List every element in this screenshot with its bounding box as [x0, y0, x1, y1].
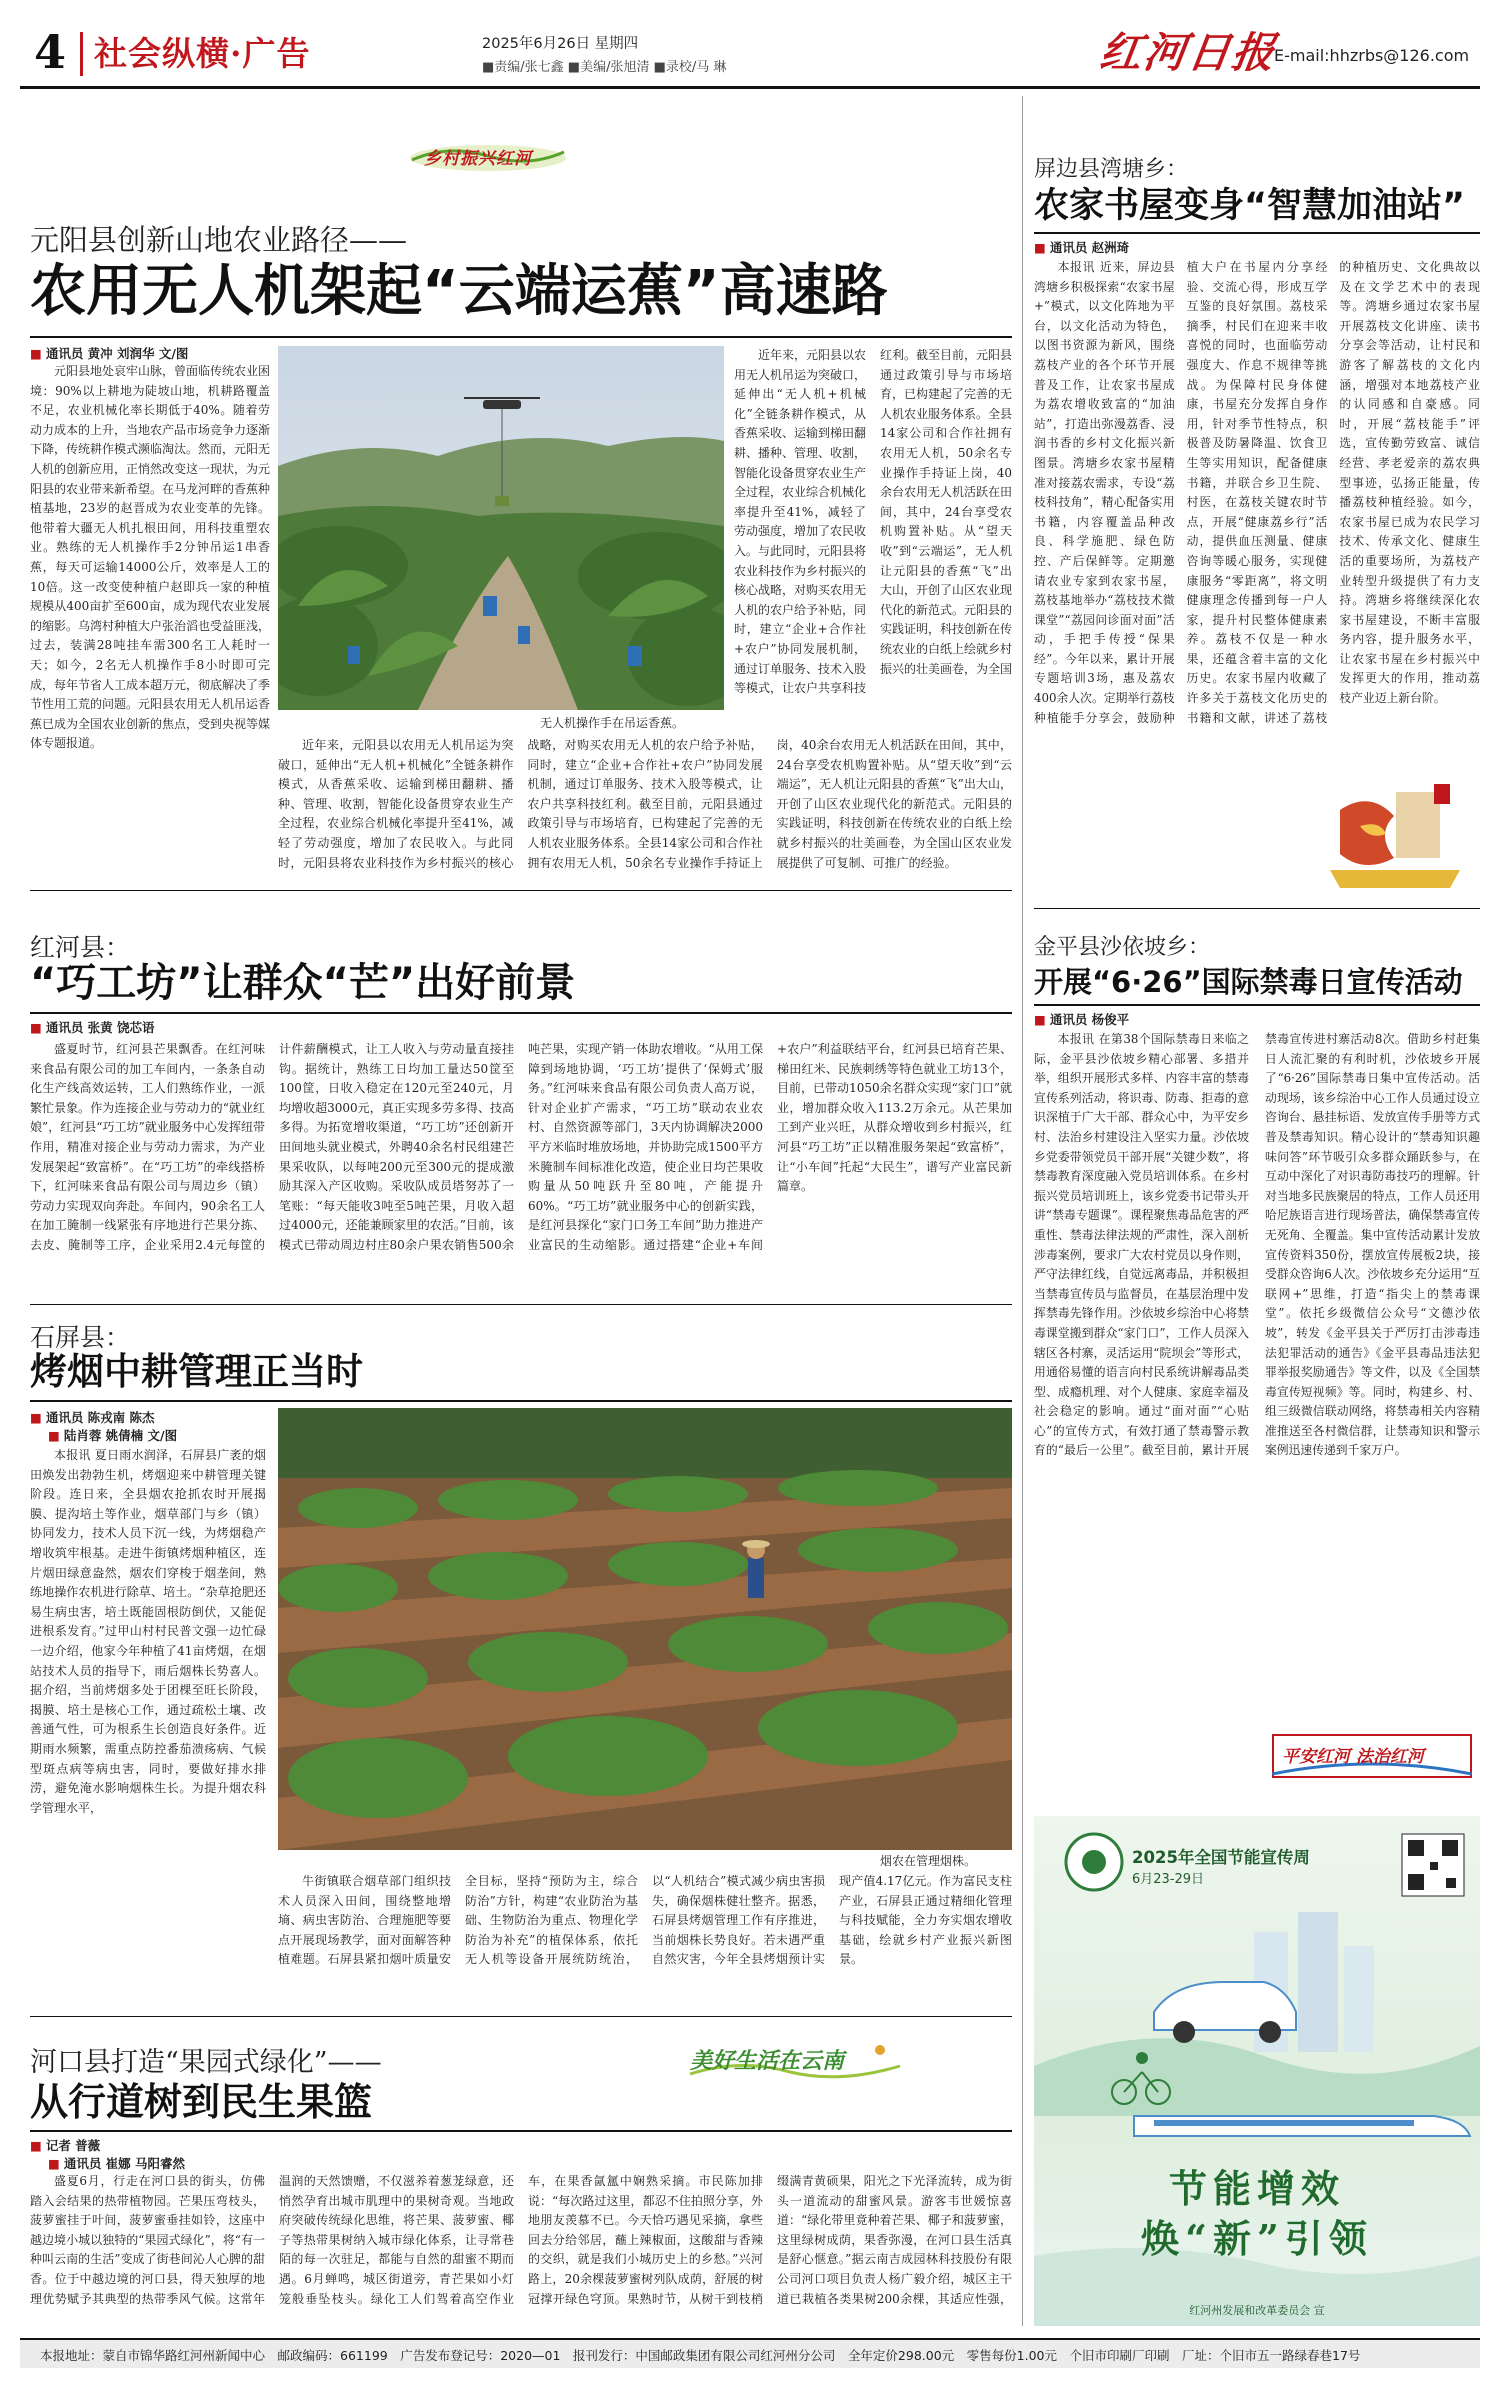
article5-bottom-rule [30, 2016, 1012, 2017]
masthead-logo: 红河日报 [1096, 28, 1280, 77]
article1-photo-caption: 无人机操作手在吊运香蕉。 [540, 716, 685, 730]
article5-headline: 烤烟中耕管理正当时 [30, 1350, 363, 1393]
article6-byline2: ■ 通讯员 崔娜 马阳睿然 [48, 2154, 185, 2172]
footer-bar [20, 2338, 1480, 2368]
ev-car-shape [1154, 1982, 1296, 2043]
article5-photo-caption: 烟农在管理烟株。 [880, 1854, 977, 1868]
article1-col2-text: 近年来，元阳县以农用无人机吊运为突破口，延伸出“无人机+机械化”全链条耕作模式，从香蕉采收、运输到梯田翻耕、播种、管理、收割，智能化设备贯穿农业生产全过程，农业综合机械化率提升至41%，减轻了劳动强度，增加了农民收入。与此同时，元阳县将农业科技作为乡村振兴的核心战略，对购买农用无人机的农户给予补贴，同时，建立“企业+合作社+农户”协同发展机制，通过订单服务、技术入股等模式，让农户共享科技红利。截至目前，元阳县通过政策引导与市场培育，已构建起了完善的无人机农业服务体系。全县14家公司和合作社拥有农用无人机，50余名专业操作手持证上岗，40余台农用无人机活跃在田间，其中，24台享受农机购置补贴。从“望天收”到“云端运”，无人机让元阳县的香蕉“飞”出大山，开创了山区农业现代化的新范式。元阳县的实践证明，科技创新在传统农业的白纸上绘就乡村振兴的壮美画卷，为全国 [734, 348, 1012, 696]
article5-byline2: ■ 陆肖蓉 姚倩楠 文/图 [48, 1426, 177, 1444]
article4-byline: ■ 通讯员 杨俊平 [1034, 1010, 1129, 1028]
article1-byline: ■ 通讯员 黄冲 刘润华 文/图 [30, 344, 188, 362]
article6-rule [30, 2130, 1012, 2132]
footer-text: 本报地址：蒙自市锦华路红河州新闻中心 邮政编码：661199 广告发布登记号：2020—01 报刊发行：中国邮政集团有限公司红河州分公司 全年定价298.00元 零售每份1.00元 个旧市印刷厂印刷 厂址：个旧市五一路绿春巷17号 [40, 2348, 1361, 2363]
article5-col-left [30, 1446, 266, 1894]
article6-byline1: ■ 记者 普薇 [30, 2136, 100, 2154]
editor-credits: ■责编/张七鑫 ■美编/张旭清 ■录校/马 琳 [482, 60, 727, 75]
article3-bottom-rule [30, 1304, 1012, 1305]
article5-rule [30, 1400, 1012, 1402]
ad-sponsor: 红河州发展和改革委员会 宣 [1189, 2304, 1325, 2317]
article5-byline1: ■ 通讯员 陈戎南 陈杰 [30, 1408, 155, 1426]
article4-body [1034, 1030, 1480, 1732]
article3-kicker: 红河县： [30, 933, 131, 962]
section-divider [80, 32, 83, 76]
article4-headline: 开展“6·26”国际禁毒日宣传活动 [1034, 965, 1463, 999]
article1-kicker: 元阳县创新山地农业路径—— [30, 223, 408, 257]
article2-byline: ■ 通讯员 赵洲琦 [1034, 238, 1129, 256]
article1-col1-text: 元阳县地处哀牢山脉，曾面临传统农业困境：90%以上耕地为陡坡山地，机耕路覆盖不足，农业机械化率长期低于40%。随着劳动力成本的上升，当地农产品市场竞争力逐渐下降，传统耕作模式濒临淘汰。然而，元阳无人机的创新应用，正悄然改变这一现状，为元阳县的农业带来新希望。在马龙河畔的香蕉种植基地，23岁的赵晋成为农业变革的先锋。他带着大疆无人机扎根田间，用科技重塑农业。熟练的无人机操作手2分钟吊运1串香蕉，每天可运输14000公斤，效率是人工的10倍。这一改变使种植户赵即兵一家的种植规模从400亩扩至600亩，成为现代农业发展的缩影。乌湾村种植大户张治滔也受益匪浅，过去，装满28吨挂车需300名工人耗时一天；如今，2名无人机操作手8小时即可完成，每年节省人工成本超万元，彻底解决了季节性用工荒的问题。元阳县农用无人机吊运香蕉已成为全国农业创新的焦点，受到央视等媒体专题报道。 [30, 364, 270, 751]
article5-col-bottom [278, 1872, 1012, 2006]
article4-text: 本报讯 在第38个国际禁毒日来临之际，金平县沙依坡乡精心部署、多措并举，组织开展形式多样、内容丰富的禁毒宣传系列活动，将识毒、防毒、拒毒的意识深植于广大干部、群众心中，为平安乡村、法治乡村建设注入坚实力量。沙依坡乡党委带领党员干部开展“关键少数”，将禁毒教育深度融入党员培训体系。在乡村振兴党员培训班上，该乡党委书记带头开讲“禁毒专题课”。课程聚焦毒品危害的严重性、禁毒法律法规的严肃性，深入剖析涉毒案例，要求广大农村党员以身作则，严守法律红线，自觉远离毒品，并积极担当禁毒宣传员与监督员，在基层治理中发挥禁毒先锋作用。沙依坡乡综治中心将禁毒课堂搬到群众“家门口”，工作人员深入辖区各村寨，灵活运用“院坝会”等形式，用通俗易懂的语言向村民系统讲解毒品类型、成瘾机理、对个人健康、家庭幸福及社会稳定的影响。通过“面对面”“心贴心”的宣传方式，有效打通了禁毒警示教育的“最后一公里”。截至目前，累计开展禁毒宣传进村寨活动8次。借助乡村赶集日人流汇聚的有利时机，沙依坡乡开展了“6·26”国际禁毒日集中宣传活动。活动现场，该乡综治中心工作人员通过设立咨询台、悬挂标语、发放宣传手册等方式普及禁毒知识。精心设计的“禁毒知识趣味问答”环节吸引众多群众踊跃参与，在互动中深化了对识毒防毒技巧的理解。针对当地多民族聚居的特点，工作人员还用哈尼族语言进行现场普法，确保禁毒宣传无死角、全覆盖。集中宣传活动累计发放宣传资料350份，摆放宣传展板2块，接受群众咨询6人次。沙依坡乡充分运用“互联网+”思维，打造“指尖上的禁毒课堂”。依托乡级微信公众号“文德沙依坡”，转发《金平县关于严厉打击涉毒违法犯罪活动的通告》《金平县毒品违法犯罪举报奖励通告》等文件，以及《全国禁毒宣传短视频》等。同时，构建乡、村、组三级微信联动网络，将禁毒相关内容精准推送至各村微信群，让禁毒知识和警示案例迅速传递到千家万户。 [1034, 1032, 1480, 1458]
badge-text: 乡村振兴红河 [424, 149, 532, 169]
right-column-divider [1022, 96, 1023, 2326]
book-illustration [1300, 770, 1476, 902]
article2-rule [1034, 232, 1480, 234]
article1-col2-text-continued: 近年来，元阳县以农用无人机吊运为突破口，延伸出“无人机+机械化”全链条耕作模式，从香蕉采收、运输到梯田翻耕、播种、管理、收割，智能化设备贯穿农业生产全过程，农业综合机械化率提升至41%，减轻了劳动强度，增加了农民收入。与此同时，元阳县将农业科技作为乡村振兴的核心战略，对购买农用无人机的农户给予补贴，同时，建立“企业+合作社+农户”协同发展机制，通过订单服务、技术入股等模式，让农户共享科技红利。截至目前，元阳县通过政策引导与市场培育，已构建起了完善的无人机农业服务体系。全县14家公司和合作社拥有农用无人机，50余名专业操作手持证上岗，40余台农用无人机活跃在田间，其中，24台享受农机购置补贴。从“望天收”到“云端运”，无人机让元阳县的香蕉“飞”出大山，开创了山区农业现代化的新范式。元阳县的实践证明，科技创新在传统农业的白纸上绘就乡村振兴的壮美画卷，为全国山区农业发展提供了可复制、可推广的经验。 [278, 738, 1012, 870]
article1-bottom-rule [30, 890, 1012, 891]
header-rule [20, 86, 1480, 89]
peace-logo-text: 平安红河 法治红河 [1282, 1747, 1424, 1767]
article2-bottom-rule [1034, 908, 1480, 909]
page-header [20, 24, 1480, 84]
article6-headline: 从行道树到民生果篮 [30, 2080, 373, 2124]
article5-photo-tobacco [278, 1408, 1012, 1850]
article2-illustration [1300, 770, 1476, 902]
article5-kicker: 石屏县： [30, 1323, 131, 1352]
article3-headline: “巧工坊”让群众“芒”出好前景 [30, 960, 576, 1006]
article2-kicker: 屏边县湾塘乡： [1034, 157, 1189, 182]
energy-saving-ad [1034, 1816, 1480, 2326]
badge-yunnan-life [680, 2038, 910, 2082]
issue-date: 2025年6月26日 星期四 [482, 36, 639, 52]
article5-left-text: 本报讯 夏日雨水润泽，石屏县广袤的烟田焕发出勃勃生机，烤烟迎来中耕管理关键阶段。连日来，全县烟农抢抓农时开展揭膜、提沟培土等作业，烟草部门与乡（镇）协同发力，技术人员下沉一线，为烤烟稳产增收筑牢根基。走进牛街镇烤烟种植区，连片烟田绿意盎然，烟农们穿梭于烟垄间，熟练地操作农机进行除草、培土。“杂草抢肥还易生病虫害，培土既能固根防倒伏，又能促进根系发育。”过甲山村村民普文强一边忙碌一边介绍，他家今年种植了41亩烤烟，在烟站技术人员的指导下，雨后烟株长势喜人。据介绍，当前烤烟多处于团棵至旺长阶段，揭膜、培土是核心工作，通过疏松土壤、改善通气性，可为根系生长创造良好条件。近期雨水频繁，需重点防控番茄溃疡病、气候型斑点病等病虫害，同时，要做好排水排涝，避免淹水影响烟株生长。为提升烟农科学管理水平， [30, 1448, 266, 1815]
article6-body [30, 2172, 1012, 2320]
article3-text: 盛夏时节，红河县芒果飘香。在红河味来食品有限公司的加工车间内，一条条自动化生产线高效运转，工人们熟练作业，一派繁忙景象。作为连接企业与劳动力的“就业红娘”，红河县“巧工坊”就业服务中心发挥纽带作用，精准对接企业与劳动力需求，为产业发展架起“致富桥”。在“巧工坊”的牵线搭桥下，红河味来食品有限公司与周边乡（镇）劳动力实现双向奔赴。车间内，90余名工人在加工腌制一线紧张有序地进行芒果分拣、去皮、腌制等工序，企业采用2.4元每筐的计件薪酬模式，让工人收入与劳动量直接挂钩。据统计，熟练工日均加工量达50筐至100筐，日收入稳定在120元至240元，月均增收超3000元，真正实现多劳多得、技高多得。为拓宽增收渠道，“巧工坊”还创新开田间地头就业模式，外聘40余名村民组建芒果采收队，以每吨200元至300元的提成激励其深入产区收购。采收队成员塔努苏了一笔账：“每天能收3吨至5吨芒果，月收入超过4000元，还能兼顾家里的农活。”目前，该模式已带动周边村庄80余户果农销售500余吨芒果，实现产销一体助农增收。“从用工保障到场地协调，‘巧工坊’提供了‘保姆式’服务。”红河味来食品有限公司负责人高万说，针对企业扩产需求，“巧工坊”联动农业农村、自然资源等部门，3天内协调解决2000平方米临时堆放场地，并协助完成1500平方米腌制车间标准化改造，使企业日均芒果收购量从50吨跃升至80吨，产能提升60%。“巧工坊”就业服务中心的创新实践，是红河县探化“家门口务工车间”助力推进产业富民的生动缩影。通过搭建“企业+车间+农户”利益联结平台，红河县已培育芒果、梯田红米、民族刺绣等特色就业工坊13个，目前，已带动1050余名群众实现“家门口”就业，增加群众收入113.2万余元。从芒果加工到产业兴旺，从群众增收到乡村振兴，红河县“巧工坊”正以精准服务架起“致富桥”，让“小车间”托起“大民生”，谱写产业富民新篇章。 [30, 1042, 1012, 1252]
article6-text: 盛夏6月，行走在河口县的街头，仿佛踏入会结果的热带植物园。芒果压弯枝头，菠萝蜜挂于叶间，菠萝蜜垂挂如铃，这座中越边境小城以独特的“果园式绿化”，将“有一种叫云南的生活”变成了街巷间沁人心脾的甜香。位于中越边境的河口县，得天独厚的地理优势赋予其典型的热带季风气候。这常年温润的天然馈赠，不仅滋养着葱茏绿意，还悄然孕育出城市肌理中的果树奇观。当地政府突破传统绿化思维，将芒果、菠萝蜜、椰子等热带果树纳入城市绿化体系，让寻常巷陌的每一次驻足，都能与自然的甜蜜不期而遇。6月蝉鸣，城区街道旁，青芒果如小灯笼般垂坠枝头。绿化工人们驾着高空作业车，在果香氤氲中娴熟采摘。市民陈加排说：“每次路过这里，都忍不住拍照分享，外地朋友羡慕不已。今天恰巧遇见采摘，拿些回去分给邻居，蘸上辣椒面，这酸甜与香辣的交织，就是我们小城历史上的乡愁。”兴河路上，20余棵菠萝蜜树列队成荫，舒展的树冠撑开绿色穹顶。果熟时节，从树干到枝梢缀满青黄硕果，阳光之下光泽流转，成为街头一道流动的甜蜜风景。游客韦世媛惊喜道：“绿化带里竟种着芒果、椰子和菠萝蜜，这里绿树成荫，果香弥漫，在河口县生活真是舒心惬意。”据云南吉成园林科技股份有限公司河口项目负责人杨广毅介绍，城区主干道已栽植各类果树200余棵，其适应性强， [30, 2174, 1012, 2306]
article1-col-upper-right [734, 346, 1012, 716]
ad-week-title: 2025年全国节能宣传周 [1132, 1848, 1310, 1867]
article4-rule [1034, 1004, 1480, 1006]
article3-rule [30, 1012, 1012, 1014]
badge-yunnan-text: 美好生活在云南 [690, 2048, 845, 2074]
ad-slogan-line1: 节能增效 [1168, 2166, 1345, 2211]
ad-slogan-line2: 焕“新”引领 [1141, 2216, 1373, 2261]
article6-kicker: 河口县打造“果园式绿化”—— [30, 2047, 382, 2078]
article5-bottom-text: 牛街镇联合烟草部门组织技术人员深入田间，围绕整地增墒、病虫害防治、合理施肥等要点开展现场教学，面对面解答种植难题。石屏县紧扣烟叶质量安全目标，坚持“预防为主，综合防治”方针，构建“农业防治为基础、生物防治为重点、物理化学防治为补充”的植保体系，依托无人机等设备开展统防统治，以“人机结合”模式减少病虫害损失，确保烟株健壮整齐。据悉，石屏县烤烟管理工作有序推进，当前烟株长势良好。若未遇严重自然灾害，今年全县烤烟预计实现产值4.17亿元。作为富民支柱产业，石屏县正通过精细化管理与科技赋能，全力夯实烟农增收基础，绘就乡村产业振兴新图景。 [278, 1874, 1012, 1967]
train-shape [1134, 2116, 1470, 2136]
article3-body [30, 1040, 1012, 1296]
contact-email: E-mail:hhzrbs@126.com [1274, 46, 1470, 65]
article3-byline: ■ 通讯员 张黄 饶芯语 [30, 1018, 155, 1036]
page-number: 4 [34, 25, 67, 79]
section-title: 社会纵横·广告 [94, 34, 311, 73]
article2-headline: 农家书屋变身“智慧加油站” [1034, 186, 1466, 226]
article1-col1 [30, 362, 270, 882]
article1-col-lower [278, 736, 1012, 882]
article1-headline: 农用无人机架起“云端运蕉”高速路 [30, 259, 888, 324]
tobacco-field-photo [278, 1408, 1012, 1850]
article2-text: 本报讯 近来，屏边县湾塘乡积极探索“农家书屋+”模式，以文化阵地为平台，以文化活动为特色，以图书资源为新风，围绕荔枝产业的各个环节开展普及工作，让农家书屋成为荔农增收致富的“加油站”，打造出弥漫荔香、浸润书香的乡村文化振兴新图景。湾塘乡农家书屋精准对接荔农需求，专设“荔枝科技角”，精心配备实用书籍，内容覆盖品种改良、科学施肥、绿色防控、产后保鲜等。定期邀请农业专家到农家书屋，荔枝基地举办“荔枝技术微课堂”“荔园问诊面对面”活动，手把手传授“保果经”。今年以来，累计开展专题培训3场，惠及荔农400余人次。定期举行荔枝种植能手分享会，鼓励种植大户在书屋内分享经验、交流心得，形成互学互鉴的良好氛围。荔枝采摘季，村民们在迎来丰收喜悦的同时，也面临劳动强度大、作息不规律等挑战。为保障村民身体健康，书屋充分发挥自身作用，针对季节性特点，积极普及防暑降温、饮食卫生等实用知识，配备健康书籍，并联合乡卫生院、村医，在荔枝关键农时节点，开展“健康荔乡行”活动，提供血压测量、健康咨询等暖心服务，实现健康服务“零距离”，将文明健康理念传播到每一户人家，提升村民整体健康素养。荔枝不仅是一种水果，还蕴含着丰富的文化历史。农家书屋内收藏了许多关于荔枝文化历史的书籍和文献，讲述了荔枝的种植历史、文化典故以及在文学艺术中的表现等。湾塘乡通过农家书屋开展荔枝文化讲座、读书分享会等活动，让村民和游客了解荔枝的文化内涵，增强对本地荔枝产业的认同感和自豪感。同时，开展“荔枝能手”评选，宣传勤劳致富、诚信经营、孝老爱亲的荔农典型事迹，弘扬正能量，传播荔枝种植经验。如今，农家书屋已成为农民学习技术、传承文化、健康生活的重要场所，为荔枝产业转型升级提供了有力支持。湾塘乡将继续深化农家书屋建设，不断丰富服务内容，提升服务水平，让农家书屋在乡村振兴中发挥更大的作用，推动荔枝产业迈上新台阶。 [1034, 260, 1480, 725]
article4-peace-law-logo [1272, 1734, 1472, 1778]
article4-kicker: 金平县沙依坡乡： [1034, 935, 1211, 960]
ad-week-dates: 6月23-29日 [1132, 1872, 1205, 1887]
badge-rural-revitalization [408, 136, 568, 176]
